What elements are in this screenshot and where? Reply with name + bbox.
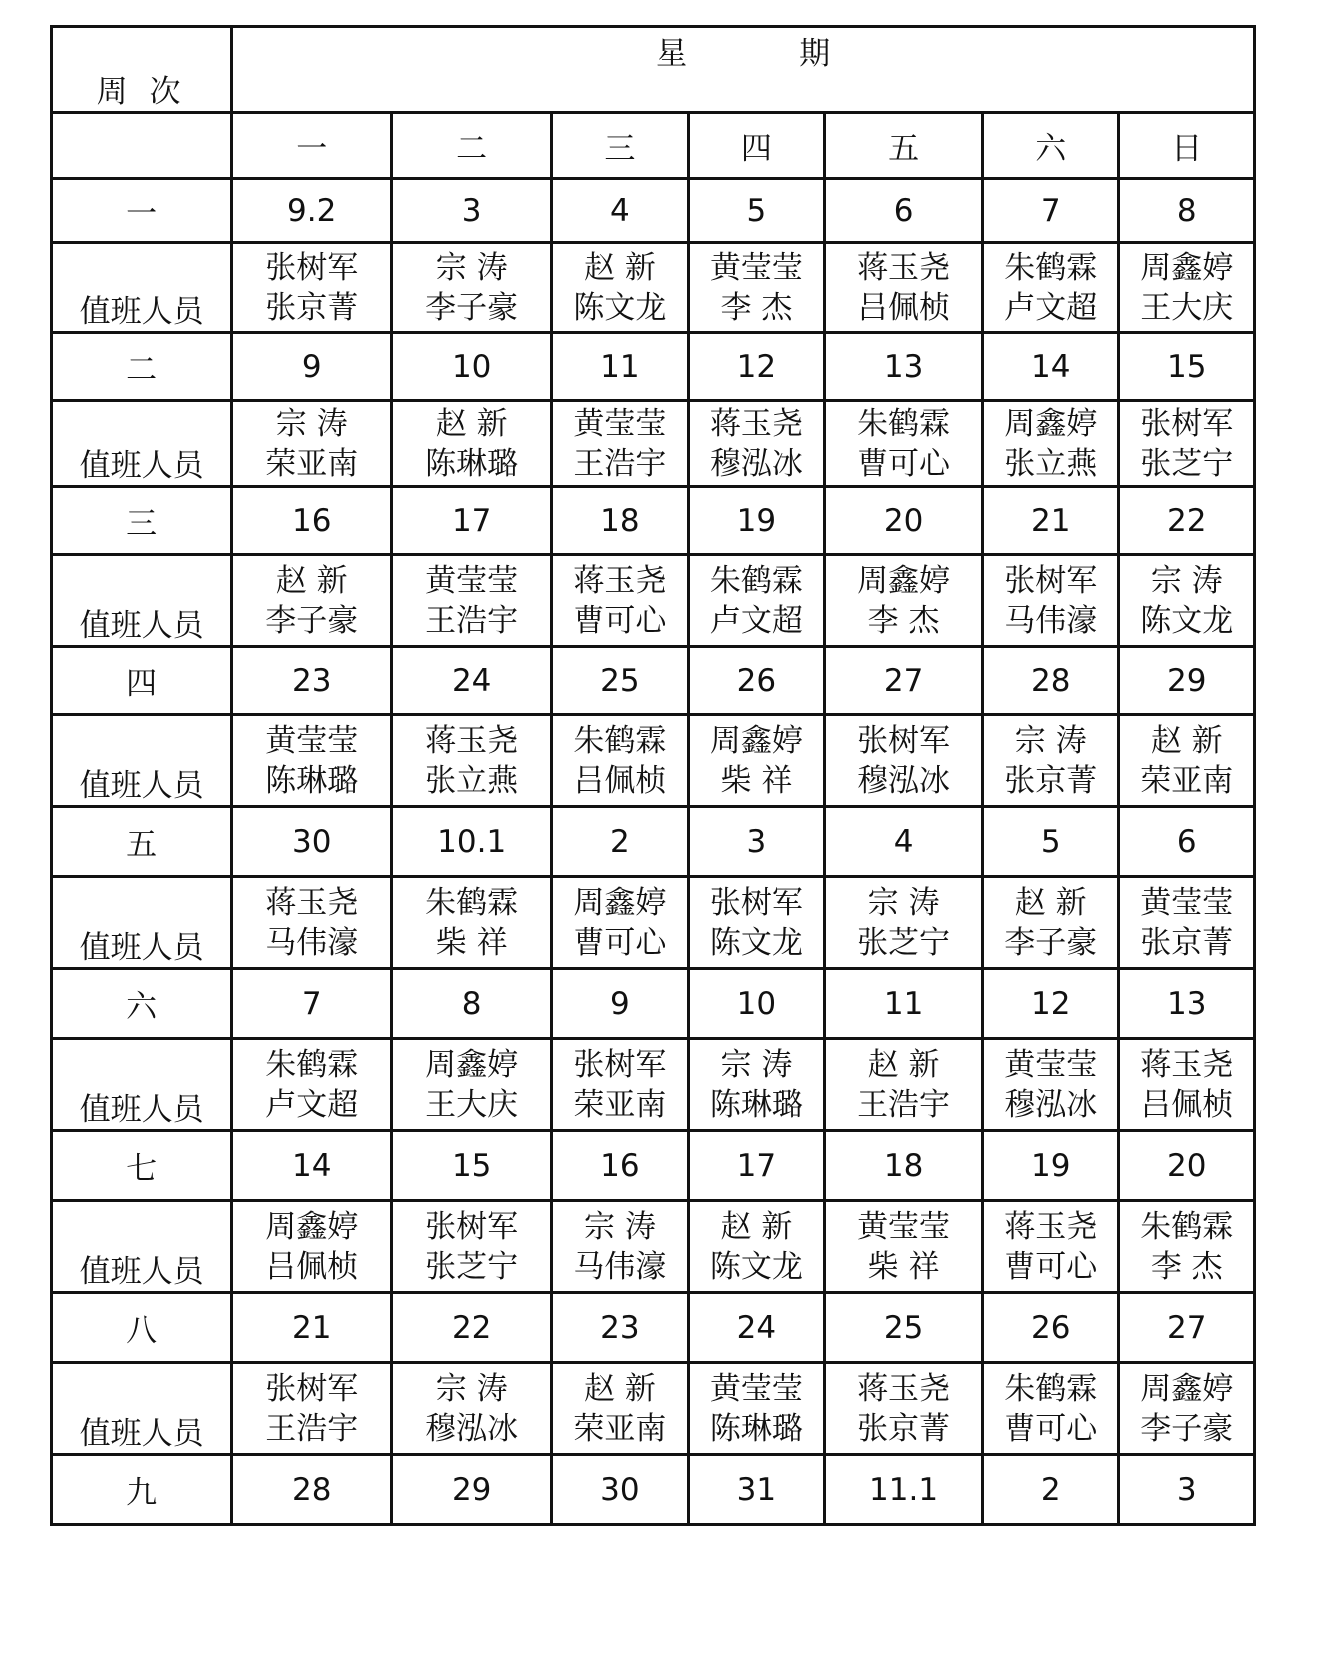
date-cell: 3 <box>1119 1455 1255 1525</box>
duty-row <box>52 1039 1255 1131</box>
staff-name: 陈文龙 <box>709 924 803 961</box>
staff-name: 张芝宁 <box>1140 445 1234 482</box>
duty-staff-cell <box>688 243 825 333</box>
date-row <box>52 1131 1255 1201</box>
week-number: 七 <box>52 1131 232 1201</box>
duty-staff-cell <box>232 555 392 647</box>
date-cell: 4 <box>825 807 983 877</box>
staff-name: 李子豪 <box>425 289 519 326</box>
date-cell: 25 <box>825 1293 983 1363</box>
duty-staff-cell <box>1119 715 1255 807</box>
staff-name: 张树军 <box>573 1046 667 1083</box>
staff-name: 王浩宇 <box>265 1410 359 1447</box>
date-cell: 18 <box>552 487 689 555</box>
duty-staff-cell <box>1119 1039 1255 1131</box>
staff-name: 蒋玉尧 <box>425 722 519 759</box>
duty-staff-cell <box>1119 1201 1255 1293</box>
duty-staff-cell <box>1119 243 1255 333</box>
date-row <box>52 807 1255 877</box>
date-cell: 16 <box>232 487 392 555</box>
staff-name: 张树军 <box>425 1208 519 1245</box>
staff-name: 周鑫婷 <box>857 562 951 599</box>
duty-staff-cell <box>552 1201 689 1293</box>
duty-staff-cell <box>392 715 552 807</box>
duty-staff-cell <box>982 1363 1119 1455</box>
header-row <box>52 27 1255 113</box>
date-cell: 22 <box>392 1293 552 1363</box>
staff-name: 张芝宁 <box>425 1248 519 1285</box>
date-cell: 15 <box>392 1131 552 1201</box>
staff-name: 张树军 <box>265 249 359 286</box>
date-cell: 28 <box>982 647 1119 715</box>
staff-name: 陈文龙 <box>573 289 667 326</box>
duty-staff-cell <box>982 1201 1119 1293</box>
staff-name: 陈文龙 <box>709 1248 803 1285</box>
duty-staff-cell <box>232 715 392 807</box>
staff-name: 朱鹤霖 <box>709 562 803 599</box>
date-cell: 30 <box>232 807 392 877</box>
staff-name: 陈琳璐 <box>265 762 359 799</box>
date-cell: 2 <box>552 807 689 877</box>
staff-name: 穆泓冰 <box>709 445 803 482</box>
staff-name: 陈文龙 <box>1140 602 1234 639</box>
weekday-sat: 六 <box>982 113 1119 179</box>
staff-name: 张树军 <box>857 722 951 759</box>
staff-name: 蒋玉尧 <box>265 884 359 921</box>
staff-name: 赵 新 <box>435 405 508 442</box>
staff-name: 李 杰 <box>1150 1248 1223 1285</box>
duty-staff-label: 值班人员 <box>52 877 232 969</box>
staff-name: 黄莹莹 <box>573 405 667 442</box>
date-row <box>52 1455 1255 1525</box>
weekday-tue: 二 <box>392 113 552 179</box>
staff-name: 宗 涛 <box>720 1046 793 1083</box>
date-cell: 11 <box>552 333 689 401</box>
date-cell: 14 <box>232 1131 392 1201</box>
week-number: 二 <box>52 333 232 401</box>
duty-staff-cell <box>552 1363 689 1455</box>
staff-name: 蒋玉尧 <box>857 1370 951 1407</box>
staff-name: 朱鹤霖 <box>1140 1208 1234 1245</box>
staff-name: 宗 涛 <box>275 405 348 442</box>
staff-name: 宗 涛 <box>1014 722 1087 759</box>
staff-name: 黄莹莹 <box>709 249 803 286</box>
date-cell: 2 <box>982 1455 1119 1525</box>
duty-row <box>52 243 1255 333</box>
week-number: 三 <box>52 487 232 555</box>
duty-staff-cell <box>825 1201 983 1293</box>
staff-name: 周鑫婷 <box>573 884 667 921</box>
date-cell: 12 <box>982 969 1119 1039</box>
duty-staff-cell <box>392 1039 552 1131</box>
staff-name: 朱鹤霖 <box>1004 249 1098 286</box>
date-row <box>52 333 1255 401</box>
date-cell: 31 <box>688 1455 825 1525</box>
duty-staff-cell <box>392 1363 552 1455</box>
staff-name: 马伟濠 <box>265 924 359 961</box>
duty-staff-cell <box>825 1363 983 1455</box>
duty-staff-cell <box>392 243 552 333</box>
staff-name: 朱鹤霖 <box>265 1046 359 1083</box>
week-number: 九 <box>52 1455 232 1525</box>
staff-name: 张芝宁 <box>857 924 951 961</box>
staff-name: 赵 新 <box>867 1046 940 1083</box>
duty-row <box>52 877 1255 969</box>
date-cell: 4 <box>552 179 689 243</box>
staff-name: 荣亚南 <box>265 445 359 482</box>
staff-name: 蒋玉尧 <box>857 249 951 286</box>
staff-name: 张树军 <box>709 884 803 921</box>
date-cell: 9.2 <box>232 179 392 243</box>
staff-name: 陈琳璐 <box>425 445 519 482</box>
duty-staff-cell <box>232 1363 392 1455</box>
duty-staff-cell <box>688 555 825 647</box>
date-cell: 15 <box>1119 333 1255 401</box>
date-cell: 14 <box>982 333 1119 401</box>
staff-name: 周鑫婷 <box>1140 249 1234 286</box>
staff-name: 宗 涛 <box>1150 562 1223 599</box>
date-cell: 6 <box>1119 807 1255 877</box>
duty-staff-cell <box>825 555 983 647</box>
weekday-fri: 五 <box>825 113 983 179</box>
week-number: 八 <box>52 1293 232 1363</box>
duty-staff-cell <box>982 555 1119 647</box>
staff-name: 柴 祥 <box>435 924 508 961</box>
duty-staff-cell <box>1119 1363 1255 1455</box>
duty-staff-cell <box>552 1039 689 1131</box>
staff-name: 李子豪 <box>265 602 359 639</box>
staff-name: 黄莹莹 <box>1004 1046 1098 1083</box>
duty-staff-cell <box>982 243 1119 333</box>
staff-name: 柴 祥 <box>867 1248 940 1285</box>
duty-staff-cell <box>552 243 689 333</box>
duty-staff-cell <box>392 401 552 487</box>
date-cell: 7 <box>232 969 392 1039</box>
duty-row <box>52 555 1255 647</box>
staff-name: 荣亚南 <box>573 1410 667 1447</box>
staff-name: 李 杰 <box>867 602 940 639</box>
duty-row <box>52 1363 1255 1455</box>
duty-staff-cell <box>825 1039 983 1131</box>
duty-staff-cell <box>232 243 392 333</box>
week-number: 五 <box>52 807 232 877</box>
staff-name: 赵 新 <box>720 1208 793 1245</box>
staff-name: 赵 新 <box>275 562 348 599</box>
staff-name: 黄莹莹 <box>857 1208 951 1245</box>
date-cell: 10 <box>688 969 825 1039</box>
week-number: 四 <box>52 647 232 715</box>
duty-staff-cell <box>392 1201 552 1293</box>
date-cell: 25 <box>552 647 689 715</box>
date-cell: 10.1 <box>392 807 552 877</box>
weekday-mon: 一 <box>232 113 392 179</box>
week-number: 一 <box>52 179 232 243</box>
staff-name: 周鑫婷 <box>1140 1370 1234 1407</box>
date-cell: 9 <box>552 969 689 1039</box>
date-cell: 17 <box>688 1131 825 1201</box>
week-column-header: 周 次 <box>52 27 232 113</box>
staff-name: 穆泓冰 <box>857 762 951 799</box>
duty-staff-cell <box>688 1039 825 1131</box>
duty-schedule-table <box>50 25 1256 1526</box>
date-row <box>52 487 1255 555</box>
duty-staff-label: 值班人员 <box>52 1363 232 1455</box>
duty-staff-cell <box>982 877 1119 969</box>
staff-name: 朱鹤霖 <box>425 884 519 921</box>
date-cell: 5 <box>688 179 825 243</box>
staff-name: 周鑫婷 <box>709 722 803 759</box>
staff-name: 王浩宇 <box>857 1086 951 1123</box>
weekday-group-header <box>232 27 1255 113</box>
staff-name: 王浩宇 <box>425 602 519 639</box>
staff-name: 黄莹莹 <box>265 722 359 759</box>
date-cell: 8 <box>392 969 552 1039</box>
staff-name: 朱鹤霖 <box>573 722 667 759</box>
staff-name: 张树军 <box>1140 405 1234 442</box>
staff-name: 朱鹤霖 <box>857 405 951 442</box>
staff-name: 吕佩桢 <box>1140 1086 1234 1123</box>
weekday-row-blank <box>52 113 232 179</box>
date-cell: 3 <box>688 807 825 877</box>
staff-name: 张树军 <box>265 1370 359 1407</box>
weekday-wed: 三 <box>552 113 689 179</box>
duty-staff-cell <box>232 877 392 969</box>
duty-staff-cell <box>392 877 552 969</box>
duty-staff-cell <box>552 877 689 969</box>
staff-name: 马伟濠 <box>1004 602 1098 639</box>
date-cell: 6 <box>825 179 983 243</box>
staff-name: 曹可心 <box>1004 1410 1098 1447</box>
staff-name: 荣亚南 <box>573 1086 667 1123</box>
staff-name: 黄莹莹 <box>1140 884 1234 921</box>
duty-staff-label: 值班人员 <box>52 401 232 487</box>
staff-name: 吕佩桢 <box>573 762 667 799</box>
staff-name: 马伟濠 <box>573 1248 667 1285</box>
date-cell: 5 <box>982 807 1119 877</box>
duty-staff-cell <box>982 715 1119 807</box>
staff-name: 吕佩桢 <box>265 1248 359 1285</box>
staff-name: 宗 涛 <box>867 884 940 921</box>
duty-staff-cell <box>552 401 689 487</box>
staff-name: 蒋玉尧 <box>709 405 803 442</box>
date-cell: 17 <box>392 487 552 555</box>
staff-name: 穆泓冰 <box>425 1410 519 1447</box>
duty-staff-cell <box>982 1039 1119 1131</box>
weekday-header-char-2: 期 <box>799 36 831 72</box>
duty-staff-cell <box>825 877 983 969</box>
staff-name: 赵 新 <box>1014 884 1087 921</box>
staff-name: 卢文超 <box>265 1086 359 1123</box>
staff-name: 张立燕 <box>1004 445 1098 482</box>
staff-name: 李子豪 <box>1004 924 1098 961</box>
duty-staff-cell <box>1119 401 1255 487</box>
date-cell: 30 <box>552 1455 689 1525</box>
staff-name: 张京菁 <box>1004 762 1098 799</box>
date-cell: 19 <box>688 487 825 555</box>
duty-staff-label: 值班人员 <box>52 243 232 333</box>
staff-name: 曹可心 <box>573 924 667 961</box>
weekday-sun: 日 <box>1119 113 1255 179</box>
staff-name: 黄莹莹 <box>425 562 519 599</box>
date-cell: 19 <box>982 1131 1119 1201</box>
staff-name: 曹可心 <box>857 445 951 482</box>
date-cell: 12 <box>688 333 825 401</box>
staff-name: 周鑫婷 <box>425 1046 519 1083</box>
date-cell: 13 <box>825 333 983 401</box>
date-cell: 21 <box>982 487 1119 555</box>
duty-row <box>52 401 1255 487</box>
duty-staff-cell <box>982 401 1119 487</box>
date-row <box>52 969 1255 1039</box>
staff-name: 宗 涛 <box>583 1208 656 1245</box>
duty-staff-cell <box>1119 555 1255 647</box>
duty-row <box>52 715 1255 807</box>
staff-name: 宗 涛 <box>435 1370 508 1407</box>
duty-staff-cell <box>688 1363 825 1455</box>
date-cell: 22 <box>1119 487 1255 555</box>
staff-name: 穆泓冰 <box>1004 1086 1098 1123</box>
date-cell: 23 <box>552 1293 689 1363</box>
date-cell: 24 <box>392 647 552 715</box>
duty-staff-cell <box>825 715 983 807</box>
staff-name: 张京菁 <box>857 1410 951 1447</box>
duty-staff-cell <box>232 401 392 487</box>
staff-name: 张京菁 <box>1140 924 1234 961</box>
staff-name: 王浩宇 <box>573 445 667 482</box>
date-cell: 9 <box>232 333 392 401</box>
date-cell: 27 <box>1119 1293 1255 1363</box>
duty-row <box>52 1201 1255 1293</box>
staff-name: 荣亚南 <box>1140 762 1234 799</box>
staff-name: 周鑫婷 <box>1004 405 1098 442</box>
date-cell: 26 <box>688 647 825 715</box>
staff-name: 周鑫婷 <box>265 1208 359 1245</box>
duty-staff-cell <box>688 877 825 969</box>
duty-staff-cell <box>825 401 983 487</box>
date-row <box>52 179 1255 243</box>
date-cell: 8 <box>1119 179 1255 243</box>
staff-name: 蒋玉尧 <box>573 562 667 599</box>
weekday-header-char-1: 星 <box>656 36 688 72</box>
weekday-thu: 四 <box>688 113 825 179</box>
week-number: 六 <box>52 969 232 1039</box>
date-cell: 29 <box>392 1455 552 1525</box>
duty-staff-label: 值班人员 <box>52 1201 232 1293</box>
date-cell: 26 <box>982 1293 1119 1363</box>
staff-name: 吕佩桢 <box>857 289 951 326</box>
staff-name: 陈琳璐 <box>709 1086 803 1123</box>
staff-name: 赵 新 <box>583 1370 656 1407</box>
duty-staff-cell <box>688 715 825 807</box>
staff-name: 张京菁 <box>265 289 359 326</box>
duty-staff-cell <box>825 243 983 333</box>
staff-name: 蒋玉尧 <box>1004 1208 1098 1245</box>
date-cell: 20 <box>1119 1131 1255 1201</box>
staff-name: 卢文超 <box>709 602 803 639</box>
staff-name: 卢文超 <box>1004 289 1098 326</box>
staff-name: 王大庆 <box>1140 289 1234 326</box>
date-cell: 11 <box>825 969 983 1039</box>
date-cell: 18 <box>825 1131 983 1201</box>
staff-name: 曹可心 <box>573 602 667 639</box>
date-cell: 24 <box>688 1293 825 1363</box>
duty-staff-cell <box>552 715 689 807</box>
duty-staff-label: 值班人员 <box>52 715 232 807</box>
date-cell: 3 <box>392 179 552 243</box>
weekday-row <box>52 113 1255 179</box>
duty-staff-cell <box>232 1201 392 1293</box>
staff-name: 柴 祥 <box>720 762 793 799</box>
staff-name: 朱鹤霖 <box>1004 1370 1098 1407</box>
date-cell: 16 <box>552 1131 689 1201</box>
staff-name: 王大庆 <box>425 1086 519 1123</box>
date-cell: 10 <box>392 333 552 401</box>
staff-name: 蒋玉尧 <box>1140 1046 1234 1083</box>
duty-staff-cell <box>688 401 825 487</box>
date-cell: 7 <box>982 179 1119 243</box>
staff-name: 李 杰 <box>720 289 793 326</box>
staff-name: 陈琳璐 <box>709 1410 803 1447</box>
duty-staff-cell <box>1119 877 1255 969</box>
staff-name: 黄莹莹 <box>709 1370 803 1407</box>
date-row <box>52 647 1255 715</box>
duty-staff-cell <box>688 1201 825 1293</box>
date-cell: 21 <box>232 1293 392 1363</box>
staff-name: 张树军 <box>1004 562 1098 599</box>
date-cell: 28 <box>232 1455 392 1525</box>
date-cell: 27 <box>825 647 983 715</box>
staff-name: 李子豪 <box>1140 1410 1234 1447</box>
staff-name: 宗 涛 <box>435 249 508 286</box>
date-cell: 11.1 <box>825 1455 983 1525</box>
duty-staff-cell <box>392 555 552 647</box>
staff-name: 张立燕 <box>425 762 519 799</box>
date-row <box>52 1293 1255 1363</box>
staff-name: 赵 新 <box>1150 722 1223 759</box>
date-cell: 13 <box>1119 969 1255 1039</box>
date-cell: 20 <box>825 487 983 555</box>
duty-staff-cell <box>552 555 689 647</box>
duty-staff-label: 值班人员 <box>52 555 232 647</box>
date-cell: 29 <box>1119 647 1255 715</box>
staff-name: 赵 新 <box>583 249 656 286</box>
duty-staff-cell <box>232 1039 392 1131</box>
staff-name: 曹可心 <box>1004 1248 1098 1285</box>
date-cell: 23 <box>232 647 392 715</box>
duty-staff-label: 值班人员 <box>52 1039 232 1131</box>
